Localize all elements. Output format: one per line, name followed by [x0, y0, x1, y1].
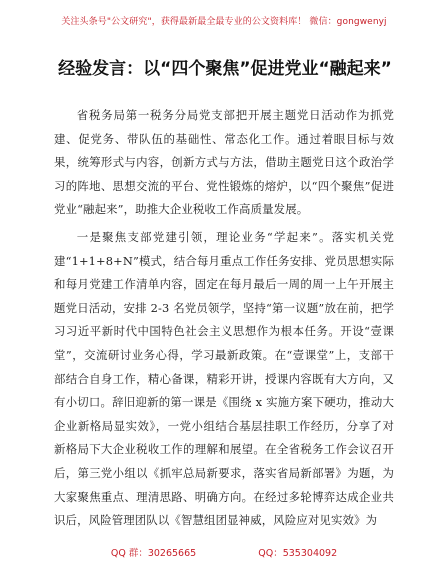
document-body: [54, 104, 394, 537]
footer-qq: QQ：535304092: [258, 548, 338, 559]
paragraph-point-one: 一是聚焦支部党建引领，理论业务“学起来”。落实机关党建“1+1+8+N”模式，结合每月重点工作任务安排、党员思想实际和每月党建工作清单内容，固定在每月最后一周的周一上午开展主题党日活动，安排 2-3 名党员领学，坚持“第一议题”放在前，把学习习近平新时代中国特色社会主义思想作为根本任务。开设“壹课堂”，交流研讨业务心得，学习最新政策。在“壹课堂”上，支部干部结合自身工作，精心备课，精彩开讲，授课内容既有大方向，又有小切口。辞旧迎新的第一课是《围绕 x 实施方案下硬功，推动大企业新格局显实效》，一党小组结合基层挂职工作经历，分享了对新格局下大企业税收工作的理解和展望。在全省税务工作会议召开后，第三党小组以《抓牢总局新要求，落实省局新部署》为题，为大家聚焦重点、理清思路、明确方向。在经过多轮博弈达成企业共识后，风险管理团队以《智慧组团显神威，风险应对见实效》为: [54, 229, 394, 528]
footer-contact: [0, 545, 448, 559]
footer-qq-group: QQ 群：30265665: [110, 548, 197, 559]
paragraph-intro: 省税务局第一税务分局党支部把开展主题党日活动作为抓党建、促党务、带队伍的基础性、常态化工作。通过着眼目标与效果，统筹形式与内容，创新方式与方法，借助主题党日这个政治学习的阵地、思想交流的平台、党性锻炼的熔炉，以“四个聚焦”促进党业“融起来”，助推大企业税收工作高质量发展。: [54, 108, 394, 217]
header-banner: 关注头条号"公文研究"，获得最新最全最专业的公文资料库！ 微信：gongwenyj: [61, 17, 387, 27]
document-title: 经验发言：以“四个聚焦”促进党业“融起来”: [58, 59, 392, 79]
